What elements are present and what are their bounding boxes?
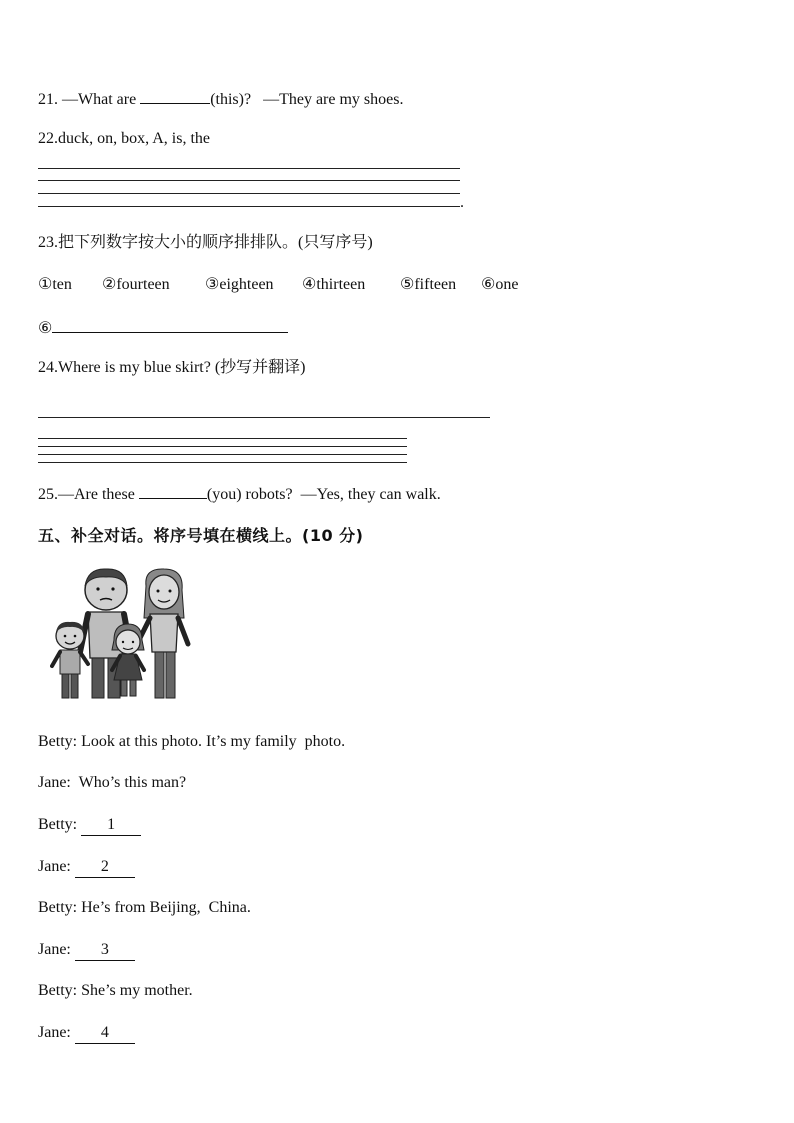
question-25-suffix: (you) robots? —Yes, they can walk. xyxy=(206,486,441,503)
boy-figure xyxy=(52,622,88,698)
answer-line-24-3[interactable] xyxy=(38,454,407,455)
dialogue-line-4 xyxy=(38,857,135,878)
dialogue-line-1: Betty: Look at this photo. It’s my family photo. xyxy=(38,733,346,750)
family-image xyxy=(50,566,200,702)
question-21-blank[interactable] xyxy=(140,87,210,104)
answer-line-24-4[interactable] xyxy=(38,462,407,463)
question-21-suffix: (this)? —They are my shoes. xyxy=(210,91,404,108)
question-24: 24.Where is my blue skirt? (抄写并翻译) xyxy=(38,359,306,376)
answer-blank-1[interactable]: 1 xyxy=(81,815,141,836)
answer-end-mark: . xyxy=(460,194,464,211)
section-5-heading: 五、补全对话。将序号填在横线上。(10 分) xyxy=(38,526,364,545)
question-21 xyxy=(38,87,403,110)
speaker-jane: Jane: xyxy=(38,1024,75,1041)
answer-line-22-4[interactable] xyxy=(38,206,460,207)
question-23-answer xyxy=(38,316,288,339)
question-23: 23.把下列数字按大小的顺序排排队。(只写序号) xyxy=(38,234,373,251)
option-2: ②fourteen xyxy=(102,276,170,293)
answer-line-24-1[interactable] xyxy=(38,438,407,439)
answer-blank-3[interactable]: 3 xyxy=(75,940,135,961)
family-illustration xyxy=(50,566,200,707)
option-5: ⑤fifteen xyxy=(400,276,457,293)
question-22: 22.duck, on, box, A, is, the xyxy=(38,130,210,147)
question-25 xyxy=(38,482,441,505)
answer-blank-4[interactable]: 4 xyxy=(75,1023,135,1044)
dialogue-line-6 xyxy=(38,940,135,961)
speaker-jane: Jane: xyxy=(38,858,75,875)
dialogue-line-3 xyxy=(38,815,141,836)
question-25-prefix: 25.—Are these xyxy=(38,486,139,503)
question-21-prefix: . —What are xyxy=(54,91,141,108)
option-1: ①ten xyxy=(38,276,72,293)
answer-prefix: ⑥ xyxy=(38,320,53,337)
question-23-blank[interactable] xyxy=(52,316,288,333)
question-21-number: 21 xyxy=(38,91,54,108)
dialogue-line-8 xyxy=(38,1023,135,1044)
option-6: ⑥one xyxy=(481,276,519,293)
speaker-jane: Jane: xyxy=(38,941,75,958)
mother-figure xyxy=(140,569,188,698)
answer-blank-2[interactable]: 2 xyxy=(75,857,135,878)
option-3: ③eighteen xyxy=(205,276,274,293)
answer-line-22-3[interactable] xyxy=(38,193,460,194)
dialogue-line-2: Jane: Who’s this man? xyxy=(38,774,187,791)
speaker-betty: Betty: xyxy=(38,816,82,833)
answer-line-24-copy[interactable] xyxy=(38,417,490,418)
answer-line-24-2[interactable] xyxy=(38,446,407,447)
option-4: ④thirteen xyxy=(302,276,366,293)
dialogue-line-7: Betty: She’s my mother. xyxy=(38,982,193,999)
answer-line-22-1[interactable] xyxy=(38,168,460,169)
question-25-blank[interactable] xyxy=(139,482,207,499)
dialogue-line-5: Betty: He’s from Beijing, China. xyxy=(38,899,251,916)
answer-line-22-2[interactable] xyxy=(38,180,460,181)
